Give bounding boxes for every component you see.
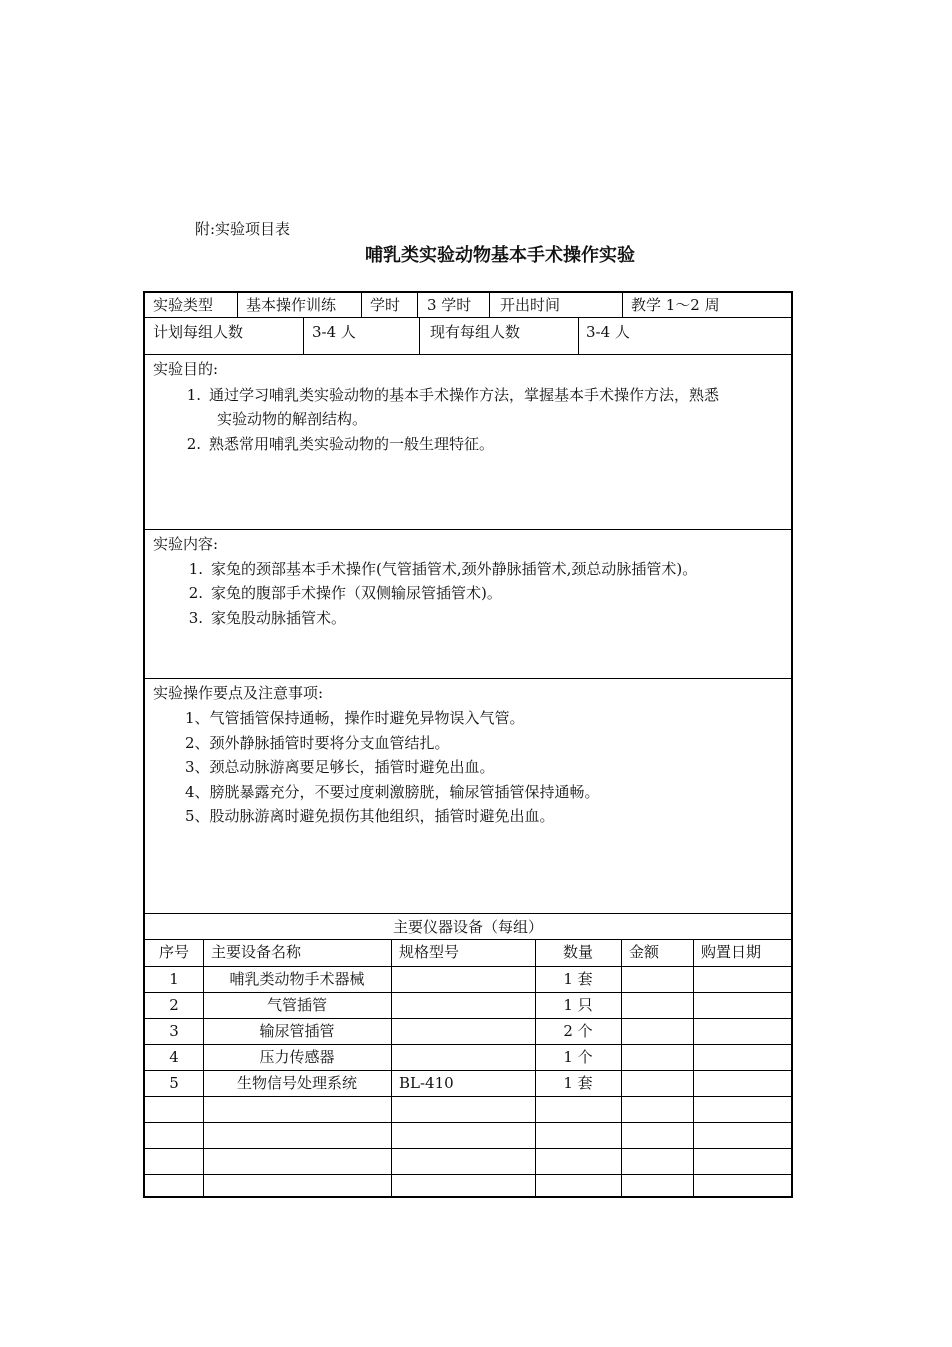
attachment-label: 附:实验项目表: [195, 220, 291, 238]
item-number: 1.: [186, 386, 201, 404]
content-label: 实验内容:: [153, 535, 219, 553]
divider: [489, 293, 490, 317]
content-item: [175, 606, 346, 630]
divider: [419, 317, 420, 354]
table-cell: 1 个: [563, 1048, 593, 1066]
column-header: 数量: [562, 943, 593, 961]
divider: [693, 939, 694, 1196]
divider: [417, 293, 418, 317]
purpose-item: [173, 383, 719, 407]
divider: [391, 939, 392, 1196]
divider: [621, 939, 622, 1196]
schedule-label: 开出时间: [500, 296, 561, 314]
content-item: [175, 581, 502, 605]
note-item: 5、股动脉游离时避免损伤其他组织，插管时避免出血。: [185, 807, 555, 825]
divider: [145, 1070, 791, 1071]
purpose-item-continued: 实验动物的解剖结构。: [217, 410, 368, 428]
table-cell: 4: [169, 1048, 179, 1066]
purpose-item: [173, 432, 494, 456]
note-item: 3、颈总动脉游离要足够长，插管时避免出血。: [185, 758, 495, 776]
table-cell: 1 套: [563, 1074, 593, 1092]
type-value: 基本操作训练: [246, 296, 337, 314]
divider: [535, 939, 536, 1196]
schedule-value: 教学 1～2 周: [631, 296, 720, 314]
purpose-label: 实验目的:: [153, 360, 219, 378]
note-item: 2、颈外静脉插管时要将分支血管结扎。: [185, 734, 450, 752]
content-item: [175, 557, 697, 581]
table-cell: 气管插管: [266, 996, 327, 1014]
divider: [361, 293, 362, 317]
item-text: 家兔的腹部手术操作（双侧输尿管插管术)。: [211, 584, 502, 602]
column-header: 购置日期: [701, 943, 762, 961]
column-header: 规格型号: [399, 943, 460, 961]
table-cell: BL-410: [399, 1074, 454, 1092]
page-title: 哺乳类实验动物基本手术操作实验: [365, 245, 635, 266]
column-header: 序号: [158, 943, 189, 961]
divider: [145, 354, 791, 355]
divider: [237, 293, 238, 317]
column-header: 主要设备名称: [211, 943, 302, 961]
table-cell: 生物信号处理系统: [236, 1074, 357, 1092]
divider: [145, 913, 791, 914]
divider: [203, 939, 204, 1196]
experiment-form: [143, 291, 793, 1198]
table-cell: 2 个: [563, 1022, 593, 1040]
table-cell: 1 套: [563, 970, 593, 988]
current-value: 3-4 人: [586, 323, 630, 341]
type-label: 实验类型: [153, 296, 214, 314]
divider: [145, 939, 791, 940]
divider: [303, 317, 304, 354]
table-cell: 1 只: [563, 996, 593, 1014]
table-cell: 压力传感器: [259, 1048, 335, 1066]
hours-label: 学时: [370, 296, 401, 314]
hours-value: 3 学时: [427, 296, 472, 314]
divider: [145, 1096, 791, 1097]
divider: [622, 293, 623, 317]
planned-value: 3-4 人: [312, 323, 356, 341]
item-number: 2.: [188, 584, 203, 602]
table-cell: 5: [169, 1074, 179, 1092]
item-number: 3.: [188, 609, 203, 627]
note-item: 4、膀胱暴露充分，不要过度刺激膀胱，输尿管插管保持通畅。: [185, 783, 600, 801]
divider: [145, 966, 791, 967]
divider: [145, 1122, 791, 1123]
equipment-heading: 主要仪器设备（每组）: [392, 918, 543, 936]
notes-label: 实验操作要点及注意事项:: [153, 684, 324, 702]
table-cell: 输尿管插管: [259, 1022, 335, 1040]
table-cell: 哺乳类动物手术器械: [229, 970, 365, 988]
divider: [145, 678, 791, 679]
item-text: 熟悉常用哺乳类实验动物的一般生理特征。: [209, 435, 495, 453]
divider: [145, 1018, 791, 1019]
item-number: 1.: [188, 560, 203, 578]
divider: [145, 1148, 791, 1149]
current-label: 现有每组人数: [430, 323, 521, 341]
divider: [145, 1044, 791, 1045]
divider: [145, 1174, 791, 1175]
divider: [145, 529, 791, 530]
planned-label: 计划每组人数: [153, 323, 244, 341]
item-text: 通过学习哺乳类实验动物的基本手术操作方法，掌握基本手术操作方法，熟悉: [209, 386, 720, 404]
table-cell: 2: [169, 996, 179, 1014]
item-text: 家兔股动脉插管术。: [211, 609, 347, 627]
note-item: 1、气管插管保持通畅，操作时避免异物误入气管。: [185, 709, 525, 727]
divider: [578, 317, 579, 354]
divider: [145, 992, 791, 993]
table-cell: 1: [169, 970, 179, 988]
divider: [145, 317, 791, 318]
table-cell: 3: [169, 1022, 179, 1040]
column-header: 金额: [629, 943, 660, 961]
item-number: 2.: [186, 435, 201, 453]
item-text: 家兔的颈部基本手术操作(气管插管术,颈外静脉插管术,颈总动脉插管术)。: [211, 560, 698, 578]
